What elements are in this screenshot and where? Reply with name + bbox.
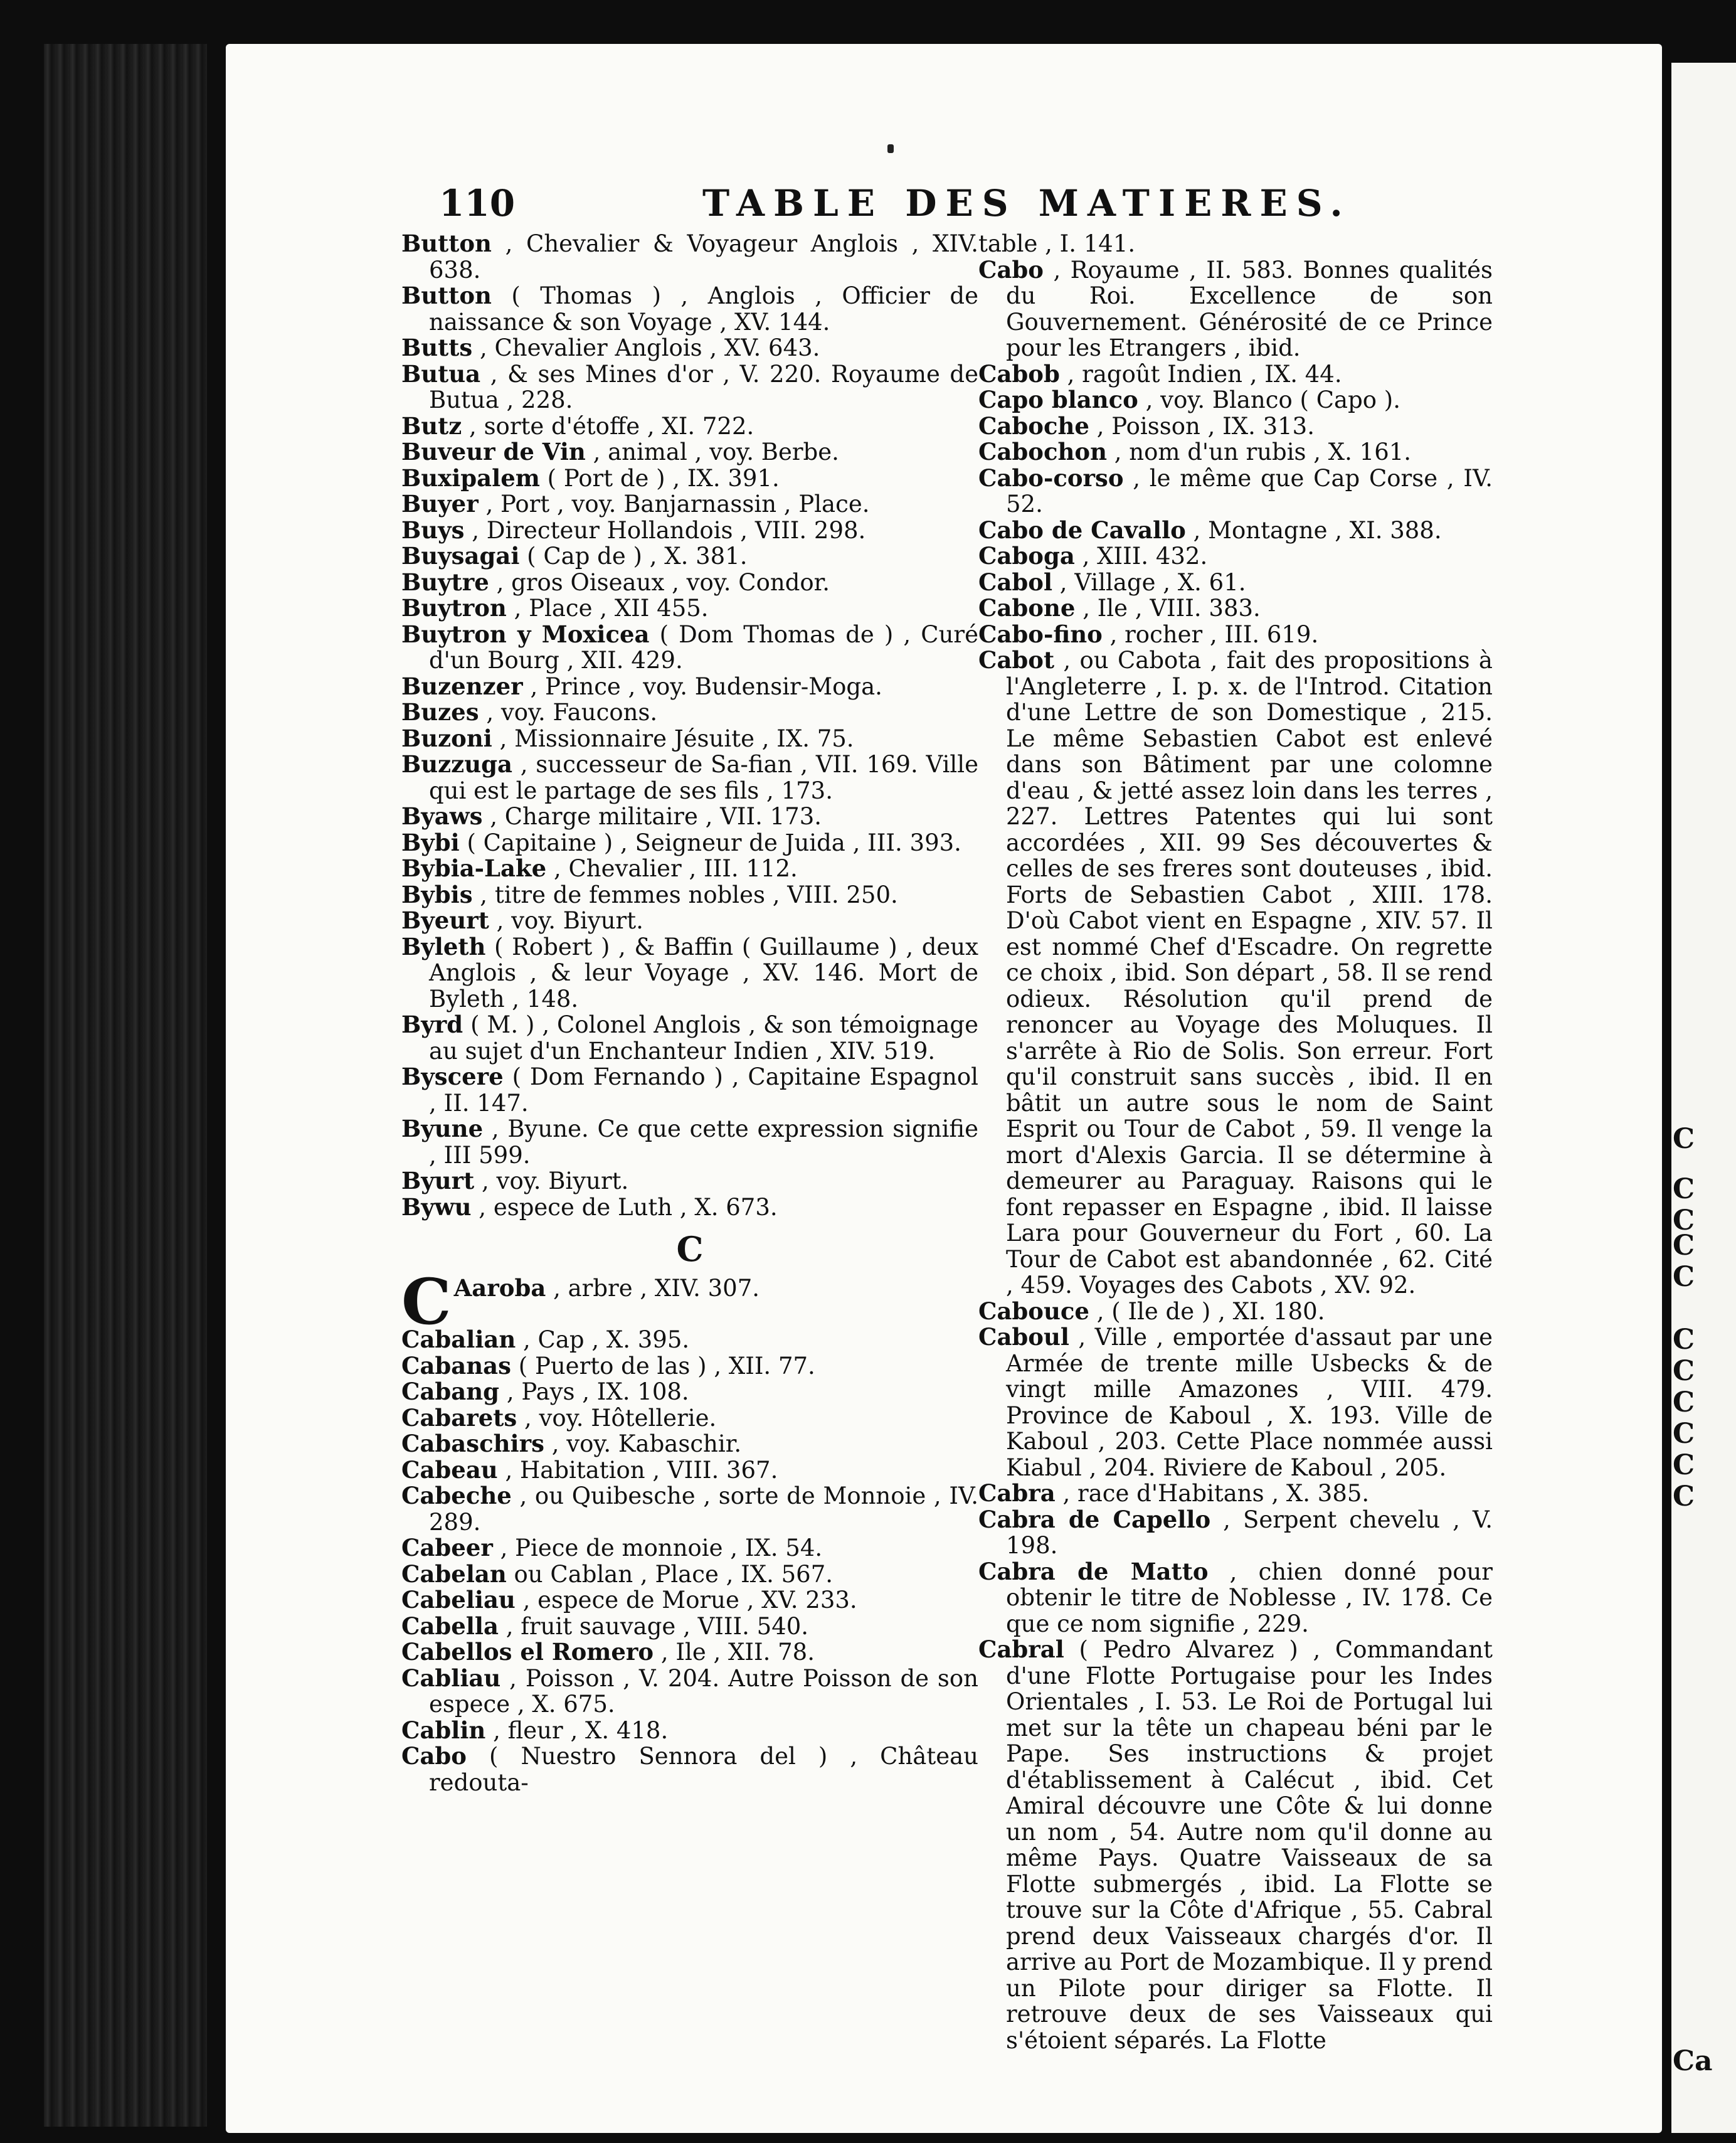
index-entry [401,1457,978,1484]
entry-head: Butz [401,412,462,440]
index-entry [978,543,1493,570]
entry-head: Buzzuga [401,750,512,778]
entry-text: ( Port de ) , IX. 391. [547,464,780,492]
facing-page-fragment: C [1673,1173,1695,1205]
index-entry [401,1405,978,1432]
entry-text: , Charge militaire , VII. 173. [490,803,822,830]
dropcap-entry [401,1265,978,1339]
index-entry [401,595,978,622]
entry-head: Cabo [401,1742,467,1770]
book-binding [44,44,207,2127]
entry-head: Bybis [401,880,473,908]
entry-head: Cabochon [978,438,1107,465]
entry-text: , Montagne , XI. 388. [1193,516,1442,544]
entry-text: ( Puerto de las ) , XII. 77. [518,1352,815,1380]
index-entry [978,1507,1493,1559]
entry-text: , Ile , XII. 78. [660,1639,815,1666]
index-entry [978,387,1493,413]
entry-head: Buzes [401,698,479,726]
index-entry [401,1431,978,1457]
facing-page-fragment: C [1673,1261,1695,1293]
entry-text: , Chevalier Anglois , XV. 643. [479,334,820,361]
entry-text: , le même que Cap Corse , IV. 52. [1006,464,1493,518]
entry-head: Buytron [401,594,507,622]
facing-page-edge [1671,63,1736,2133]
index-entry [401,1116,978,1168]
page-title: TABLE DES MATIERES. [702,182,1352,225]
entry-head: Butts [401,334,473,361]
entry-head: Cabra de Matto [978,1557,1209,1585]
entry-head: Buytre [401,568,489,596]
index-entry [401,752,978,804]
left-column [401,231,978,1795]
index-entry [978,1559,1493,1637]
index-entry [401,1379,978,1405]
index-entry [978,1324,1493,1481]
index-entry [401,439,978,465]
entry-text: ( Capitaine ) , Seigneur de Juida , III. 393. [467,829,961,856]
index-entry [401,1194,978,1221]
entry-text: , rocher , III. 619. [1109,620,1319,648]
entry-head: Cabliau [401,1664,501,1692]
entry-text: ( Robert ) , & Baffin ( Guillaume ) , deux Anglois , & leur Voyage , XV. 146. Mort de Byleth , 148. [429,933,978,1013]
right-column [978,231,1493,2053]
entry-text: , nom d'un rubis , X. 161. [1114,439,1412,465]
entry-head: Cabeau [401,1455,498,1484]
dropcap-letter: C [401,1265,452,1339]
entry-text: , & ses Mines d'or , V. 220. Royaume de Butua , 228. [429,360,978,413]
entry-text: , voy. Hôtellerie. [524,1404,717,1432]
facing-page-fragment: C [1673,1418,1695,1450]
entry-head: Cabeche [401,1482,512,1509]
index-entry [401,231,978,283]
entry-text: ( Dom Fernando ) , Capitaine Espagnol , II. 147. [429,1063,978,1117]
entry-text: , XIII. 432. [1082,543,1208,570]
entry-text: ( Nuestro Sennora del ) , Château redouta- [429,1743,979,1796]
entry-head: Cabo-corso [978,464,1124,492]
entry-head: Button [401,282,492,309]
entry-head: Cabral [978,1635,1064,1663]
entry-text: , Chevalier & Voyageur Anglois , XIV. 638. [429,230,978,284]
entry-head: Cabo [978,255,1044,284]
entry-head: Cabellos el Romero [401,1638,654,1666]
entry-text: , chien donné pour obtenir le titre de Noblesse , IV. 178. Ce que ce nom signifie , 229. [1006,1558,1493,1637]
index-entry [401,804,978,830]
index-entry [401,1561,978,1588]
index-entry [401,674,978,700]
entry-head: Cabelan [401,1560,507,1588]
entry-head: Aaroba [453,1274,546,1302]
entry-text: , Missionnaire Jésuite , IX. 75. [499,725,854,752]
entry-head: Caboga [978,542,1075,570]
entry-head: Buyer [401,490,479,518]
entry-text: , Chevalier , III. 112. [553,855,798,882]
index-entry [401,1614,978,1640]
entry-head: Cabeliau [401,1586,516,1614]
index-entry [401,726,978,752]
entry-text: , ragoût Indien , IX. 44. [1067,360,1342,388]
entry-text: , Ville , emportée d'assaut par une Armée de trente mille Usbecks & de vingt mille Amazones , VIII. 479. Province de Kaboul , X. 193. Ville de Kaboul , 203. Cette Place nommée aussi Kiabul , 204. Riviere de Kaboul , 205. [1006,1324,1493,1481]
index-entry [401,934,978,1013]
entry-head: Byleth [401,932,486,960]
page-number: 110 [439,182,516,225]
entry-head: Cabra de Capello [978,1505,1211,1533]
entry-text: , Serpent chevelu , V. 198. [1006,1506,1493,1559]
entries-b [401,231,978,1220]
entry-head: Cabeer [401,1534,493,1561]
index-entry [401,1666,978,1718]
index-entry [401,622,978,674]
index-entry [401,518,978,544]
letter-heading: C [676,1229,704,1269]
facing-page-fragment: C [1673,1481,1695,1513]
index-entry [978,622,1493,648]
entry-head: Cabra [978,1479,1056,1507]
entry-text: table , I. 141. [978,230,1136,257]
index-entry [401,1353,978,1380]
entry-head: Buysagai [401,542,520,570]
index-entry [978,570,1493,596]
entries-right [978,231,1493,2053]
page-mark [887,144,894,153]
entry-head: Byurt [401,1167,475,1194]
entry-text: , Piece de monnoie , IX. 54. [500,1534,823,1561]
index-entry [401,1587,978,1614]
index-entry [401,1639,978,1666]
entry-text: , voy. Faucons. [486,699,658,726]
entry-text: , ( Ile de ) , XI. 180. [1096,1297,1325,1325]
entry-head: Cabo de Cavallo [978,516,1186,544]
entry-text: , voy. Blanco ( Capo ). [1145,386,1401,413]
entry-text: , Place , XII 455. [514,595,709,622]
entry-head: Button [401,230,492,257]
index-entry [401,1483,978,1535]
index-entry [401,830,978,856]
entry-head: Cabaschirs [401,1430,544,1457]
entry-head: Caboche [978,412,1089,440]
entry-head: Cabanas [401,1351,511,1380]
index-entry [978,647,1493,1299]
index-entry [401,1168,978,1194]
index-entry [401,1012,978,1064]
entry-text: , Directeur Hollandois , VIII. 298. [472,516,866,544]
index-entry [401,1535,978,1561]
index-entry [401,283,978,335]
index-entry [978,231,1493,257]
entry-head: Buytron y Moxicea [401,620,650,648]
index-entry [401,882,978,908]
entry-head: Cabouce [978,1297,1089,1325]
entry-head: Bywu [401,1193,472,1221]
facing-page-fragment: Ca [1673,2045,1713,2077]
entry-head: Byaws [401,802,483,830]
facing-page-fragment: C [1673,1355,1695,1387]
index-entry [401,856,978,882]
facing-page-fragment: C [1673,1123,1695,1155]
entry-head: Cabob [978,359,1060,388]
entry-text: ( M. ) , Colonel Anglois , & son témoignage au sujet d'un Enchanteur Indien , XIV. 519. [429,1011,978,1065]
entry-head: Caboul [978,1323,1069,1351]
entry-text: , Pays , IX. 108. [506,1378,689,1405]
entry-text: , Habitation , VIII. 367. [505,1456,778,1484]
entry-head: Byeurt [401,907,489,934]
entry-text: , voy. Biyurt. [496,907,643,934]
index-entry [978,595,1493,622]
entry-head: Buzenzer [401,672,523,700]
index-entry [978,361,1493,388]
index-entry [978,439,1493,465]
entry-head: Cabarets [401,1403,517,1432]
entry-text: , voy. Biyurt. [482,1167,629,1194]
index-entry [978,1637,1493,2053]
entry-text: , animal , voy. Berbe. [593,439,839,465]
index-entry [401,908,978,934]
entry-text: , gros Oiseaux , voy. Condor. [496,568,830,596]
index-entry [401,699,978,726]
entry-text: , titre de femmes nobles , VIII. 250. [480,881,898,908]
index-entry [401,1064,978,1116]
index-entry [978,413,1493,440]
entry-head: Buzoni [401,724,492,752]
index-entry [978,1299,1493,1325]
facing-page-fragment: C [1673,1449,1695,1481]
entry-text: , arbre , XIV. 307. [553,1275,760,1302]
entry-text: , Poisson , IX. 313. [1096,412,1315,440]
entry-text: , espece de Morue , XV. 233. [522,1587,857,1614]
entry-head: Bybi [401,828,460,856]
entry-text: ou Cablan , Place , IX. 567. [514,1560,834,1588]
entry-text: , Byune. Ce que cette expression signifie , III 599. [429,1115,978,1169]
entry-text: , voy. Kabaschir. [551,1430,742,1457]
index-entry [401,413,978,440]
entry-text: , ou Cabota , fait des propositions à l'Angleterre , I. p. x. de l'Introd. Citation d'une Lettre de son Domestique , 215. Le même Sebastien Cabot est enlevé dans son Bâtiment par une colomne d'eau , & jetté assez loin dans les terres , 227. Lettres Patentes qui lui sont accordées , XII. 99 Ses découvertes & celles de ses freres sont douteuses , ibid. Forts de Sebastien Cabot , XIII. 178. D'où Cabot vient en Espagne , XIV. 57. Il est nommé Chef d'Escadre. On regrette ce choix , ibid. Son départ , 58. Il se rend odieux. Résolution qu'il prend de renoncer au Voyage des Moluques. Il s'arrête à Rio de Solis. Son erreur. Fort qu'il construit sans succès , ibid. Il en bâtit un autre sous le nom de Saint Esprit ou Tour de Cabot , 59. Il venge la mort d'Alexis Garcia. Il se détermine à demeurer au Paraguay. Raisons qui le font repasser en Espagne , ibid. Il laisse Lara pour Gouverneur du Fort , 60. La Tour de Cabot est abandonnée , 62. Cité , 459. Voyages des Cabots , XV. 92. [1006,647,1493,1299]
entry-head: Cabang [401,1378,500,1405]
entry-head: Byrd [401,1011,463,1038]
index-entry [401,335,978,361]
entry-text: , fruit sauvage , VIII. 540. [505,1612,809,1640]
entry-head: Butua [401,359,481,388]
entry-text: , sorte d'étoffe , XI. 722. [469,412,754,440]
entry-text: ( Pedro Alvarez ) , Commandant d'une Flotte Portugaise pour les Indes Orientales , I. 53. Le Roi de Portugal lui met sur la tête un chapeau béni par le Pape. Ses instructions & projet d'établissement à Calécut , ibid. Cet Amiral découvre une Côte & lui donne un nom , 54. Autre nom qu'il donne au même Pays. Quatre Vaisseaux de sa Flotte submergés , ibid. La Flotte se trouve sur la Côte d'Afrique , 55. Cabral prend deux Vaisseaux chargés d'or. Il arrive au Port de Mozambique. Il y prend un Pilote pour diriger sa Flotte. Il retrouve deux de ses Vaisseaux qui s'étoient séparés. La Flotte [1006,1636,1493,2054]
entry-text: , Poisson , V. 204. Autre Poisson de son espece , X. 675. [429,1664,979,1718]
index-entry [401,491,978,518]
facing-page-fragment: C [1673,1324,1695,1356]
entry-head: Byscere [401,1063,504,1090]
index-entry [401,1743,978,1795]
index-entry [401,361,978,413]
entry-text: , espece de Luth , X. 673. [479,1193,778,1221]
index-entry [401,570,978,596]
entry-text: , ou Quibesche , sorte de Monnoie , IV. 289. [429,1482,978,1536]
entry-text: ( Cap de ) , X. 381. [527,543,748,570]
entry-text: , fleur , X. 418. [493,1716,669,1744]
index-entry [401,1327,978,1353]
entry-head: Cabalian [401,1326,516,1353]
entries-c [401,1327,978,1795]
entry-text: , Port , voy. Banjarnassin , Place. [485,491,870,518]
entry-head: Cabo-fino [978,620,1103,648]
entry-head: Cabot [978,646,1055,674]
entry-head: Byune [401,1115,484,1142]
facing-page-fragment: C [1673,1386,1695,1418]
entry-text: ( Thomas ) , Anglois , Officier de naissance & son Voyage , XV. 144. [429,282,979,336]
index-entry [978,257,1493,361]
entry-head: Bybia-Lake [401,854,547,882]
entry-text: , Ile , VIII. 383. [1082,595,1261,622]
entry-text: , Village , X. 61. [1059,568,1246,596]
entry-text: , Cap , X. 395. [523,1326,690,1353]
entry-text: ( Dom Thomas de ) , Curé d'un Bourg , XII. 429. [429,620,978,674]
index-entry [978,518,1493,544]
entry-head: Capo blanco [978,386,1138,413]
entry-head: Buveur de Vin [401,438,586,465]
entry-text: , successeur de Sa-fian , VII. 169. Ville qui est le partage de ses fils , 173. [429,751,978,804]
entry-text: , Royaume , II. 583. Bonnes qualités du Roi. Excellence de son Gouvernement. Générosité de ce Prince pour les Etrangers , ibid. [1006,256,1493,361]
entry-head: Cablin [401,1716,486,1744]
index-entry [401,1718,978,1744]
index-entry [401,543,978,570]
entry-head: Cabol [978,568,1053,596]
entry-head: Buys [401,516,465,544]
index-entry [978,465,1493,518]
index-entry [401,465,978,492]
entry-text: , Prince , voy. Budensir-Moga. [530,673,882,700]
entry-text: , race d'Habitans , X. 385. [1062,1480,1370,1507]
facing-page-fragment: C [1673,1204,1695,1236]
facing-page-fragment: C [1673,1230,1695,1262]
entry-head: Buxipalem [401,464,540,492]
entry-head: Cabone [978,594,1076,622]
index-entry [978,1481,1493,1507]
entry-head: Cabella [401,1612,499,1640]
